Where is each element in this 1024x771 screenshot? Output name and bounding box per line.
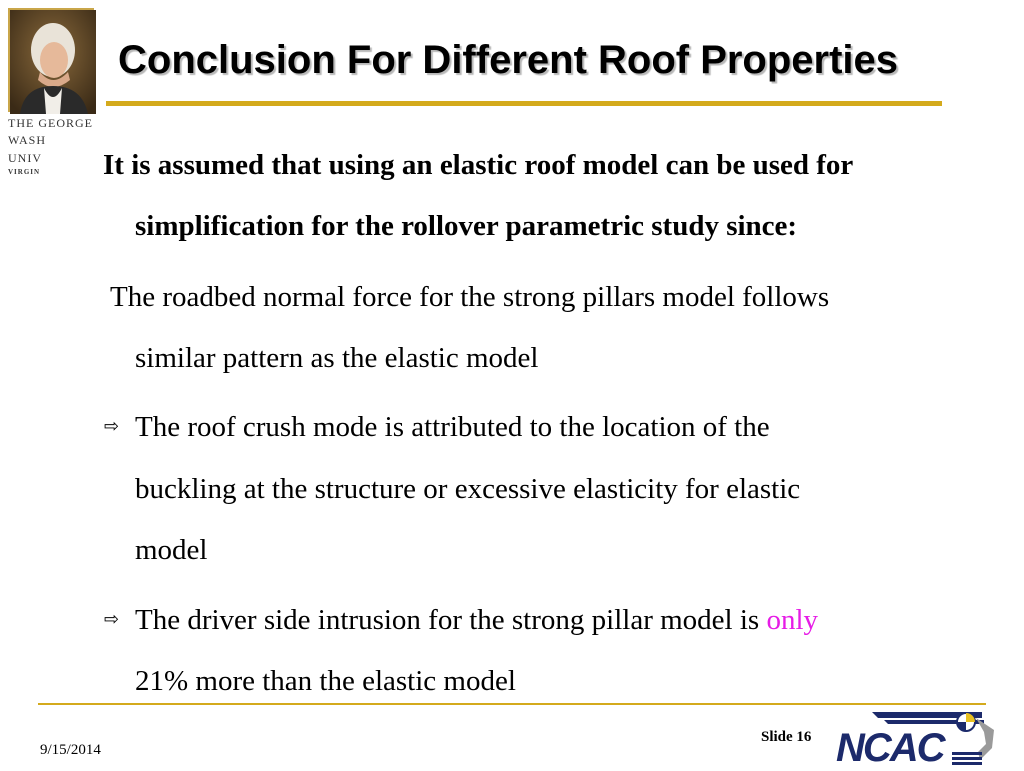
point-text-line: 21% more than the elastic model	[135, 665, 516, 697]
point-text-line: The roadbed normal force for the strong pillars model follows	[110, 281, 830, 313]
ncac-logo-text: NCAC	[836, 726, 944, 770]
logo-text-line: VIRGIN	[8, 168, 41, 176]
point-text-segment: The driver side intrusion for the strong pillar model is	[135, 604, 767, 636]
washington-portrait-image	[8, 8, 94, 112]
point-text-line: similar pattern as the elastic model	[135, 342, 539, 374]
point-text-line	[135, 602, 818, 638]
point-text-line: The roof crush mode is attributed to the location of the	[135, 411, 770, 443]
title-divider	[106, 101, 942, 106]
footer-divider	[38, 703, 986, 705]
hollow-arrow-right-icon: ⇨	[104, 609, 120, 630]
intro-text-line: It is assumed that using an elastic roof model can be used for	[103, 149, 854, 181]
highlighted-word: only	[766, 604, 818, 636]
intro-text-line: simplification for the rollover parametric study since:	[135, 210, 798, 242]
logo-text-line: UNIV	[8, 151, 42, 165]
ncac-logo-graphic	[832, 708, 998, 770]
point-text-line: model	[135, 534, 208, 566]
footer-date: 9/15/2014	[40, 742, 101, 758]
slide-number: Slide 16	[761, 729, 812, 745]
university-logo	[6, 6, 96, 176]
slide-title: Conclusion For Different Roof Properties	[118, 38, 899, 82]
ncac-logo	[832, 708, 998, 770]
point-text-line: buckling at the structure or excessive elasticity for elastic	[135, 473, 801, 505]
logo-text-line: THE GEORGE	[8, 116, 93, 130]
hollow-arrow-right-icon: ⇨	[104, 416, 120, 437]
logo-text-line: WASH	[8, 133, 47, 147]
